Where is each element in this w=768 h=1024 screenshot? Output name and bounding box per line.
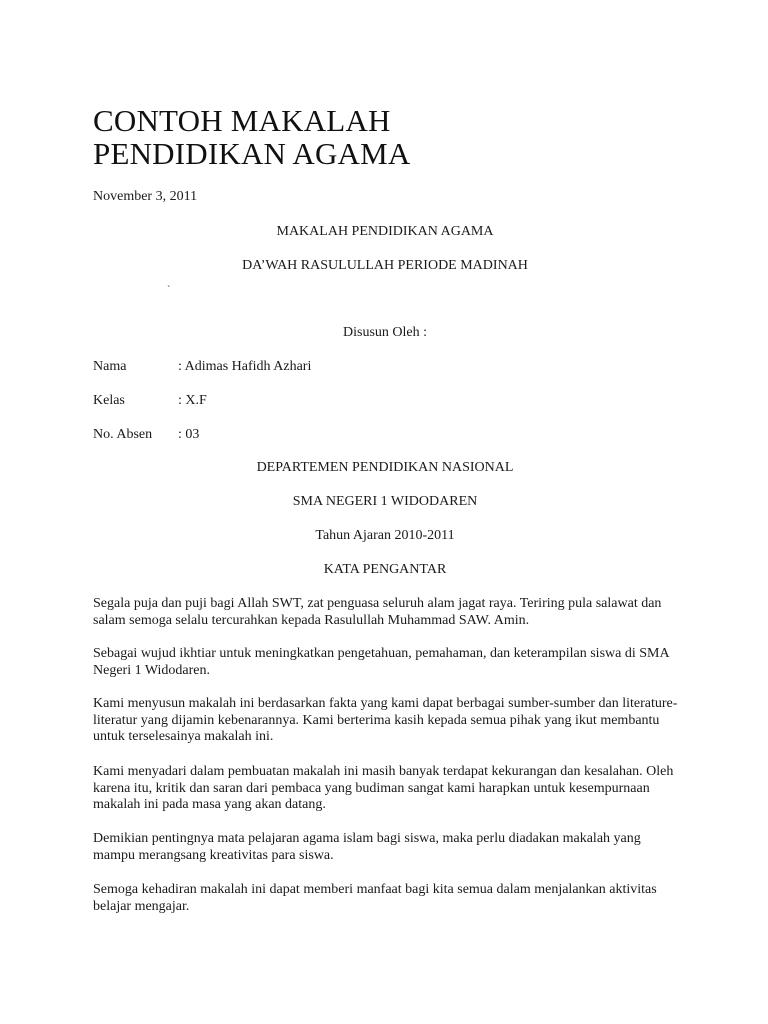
title-line-2: PENDIDIKAN AGAMA (93, 136, 411, 171)
name-label: Nama (93, 359, 127, 374)
foreword-heading: KATA PENGANTAR (323, 562, 447, 577)
class-label: Kelas (93, 393, 125, 408)
class-value: : X.F (178, 393, 207, 408)
absen-label: No. Absen (93, 427, 153, 442)
title-line-1: CONTOH MAKALAH (93, 103, 391, 138)
post-date: November 3, 2011 (93, 189, 198, 204)
foreword-paragraph: Semoga kehadiran makalah ini dapat memberi manfaat bagi kita semua dalam menjalankan aktivitas belajar mengajar. (93, 882, 657, 914)
stray-mark: ` (167, 285, 171, 296)
foreword-paragraph: Kami menyadari dalam pembuatan makalah ini masih banyak terdapat kekurangan dan kesalahan. Oleh karena itu, kritik dan saran dari pembaca yang budiman sangat kami harapkan untuk kesempurnaan makalah ini pada masa yang akan datang. (93, 764, 674, 812)
foreword-paragraph: Demikian pentingnya mata pelajaran agama islam bagi siswa, maka perlu diadakan makalah yang mampu merangsang kreativitas para siswa. (93, 831, 641, 863)
name-row (93, 359, 311, 375)
class-row (93, 393, 207, 409)
absen-row (93, 427, 199, 443)
name-value: : Adimas Hafidh Azhari (178, 359, 312, 374)
document-title (93, 104, 411, 170)
compiled-by: Disusun Oleh : (343, 325, 427, 340)
school-year-line: Tahun Ajaran 2010-2011 (315, 528, 455, 543)
foreword-paragraph: Sebagai wujud ikhtiar untuk meningkatkan pengetahuan, pemahaman, dan keterampilan siswa di SMA Negeri 1 Widodaren. (93, 646, 669, 678)
paper-heading: MAKALAH PENDIDIKAN AGAMA (276, 224, 494, 239)
foreword-paragraph: Segala puja dan puji bagi Allah SWT, zat penguasa seluruh alam jagat raya. Teriring pula salawat dan salam semoga selalu tercurahkan kepada Rasulullah Muhammad SAW. Amin. (93, 596, 662, 628)
paper-subheading: DA’WAH RASULULLAH PERIODE MADINAH (242, 258, 528, 273)
foreword-paragraph: Kami menyusun makalah ini berdasarkan fakta yang kami dapat berbagai sumber-sumber dan literature-literatur yang dijamin kebenarannya. Kami berterima kasih kepada semua pihak yang ikut membantu untuk terselesainya makalah ini. (93, 696, 678, 744)
school-line: SMA NEGERI 1 WIDODAREN (292, 494, 478, 509)
department-line: DEPARTEMEN PENDIDIKAN NASIONAL (256, 460, 514, 475)
absen-value: : 03 (178, 427, 200, 442)
